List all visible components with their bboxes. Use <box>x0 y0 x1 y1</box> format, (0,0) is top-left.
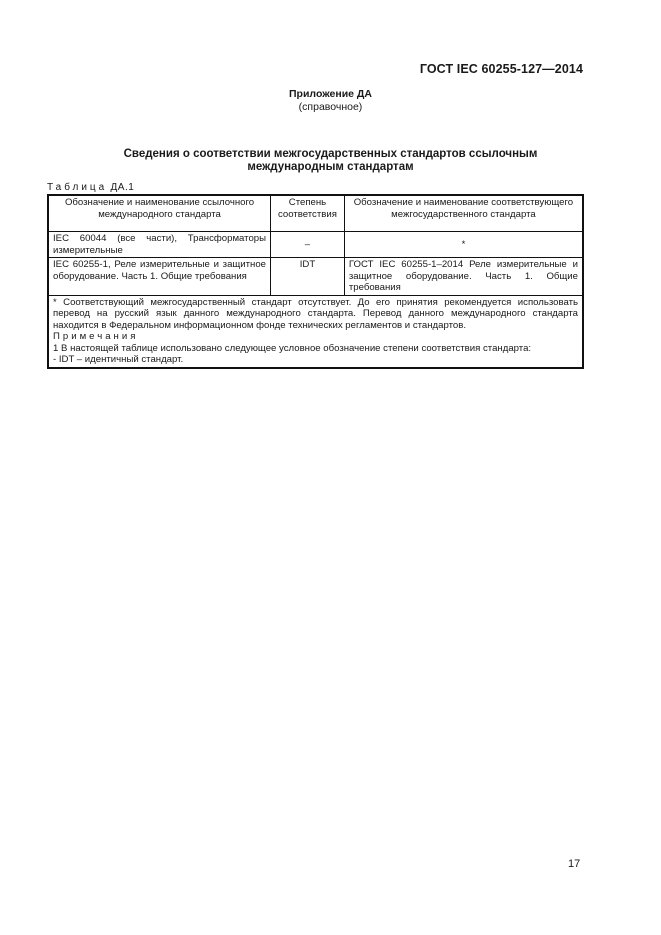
table-header-row <box>48 195 583 232</box>
table-footnote: * Соответствующий межгосударственный стандарт отсутствует. До его принятия рекомендуется использовать перевод на русский язык данного международного стандарта. Перевод данного международного стандарта находится в Федеральном информационном фонде технических регламентов и стандартов. <box>53 296 578 331</box>
cell-interstate-standard: * <box>344 232 583 258</box>
header-degree-of-correspondence: Степень соответствия <box>271 195 345 232</box>
document-designation: ГОСТ IEC 60255-127—2014 <box>419 62 583 76</box>
cell-degree: IDT <box>271 258 345 296</box>
note-1: 1 В настоящей таблице использовано следующее условное обозначение степени соответствия стандарта: <box>53 342 532 354</box>
notes-heading: Примечания <box>53 331 139 342</box>
table-footer <box>48 295 583 368</box>
section-title-line-1: Сведения о соответствии межгосударственных стандартов ссылочным <box>123 148 538 160</box>
page-number: 17 <box>568 858 581 870</box>
header-interstate-standard: Обозначение и наименование соответствующего межгосударственного стандарта <box>344 195 583 232</box>
cell-degree: – <box>271 232 345 258</box>
appendix-title: Приложение ДА <box>289 88 372 100</box>
table-caption <box>47 182 134 193</box>
standards-correspondence-table <box>47 194 584 369</box>
table-caption-label: Таблица <box>47 182 108 193</box>
table-row <box>48 232 583 258</box>
appendix-subtitle: (справочное) <box>298 101 363 113</box>
cell-international-standard: IEC 60255-1, Реле измерительные и защитное оборудование. Часть 1. Общие требования <box>48 258 271 296</box>
section-title-line-2: международным стандартам <box>247 161 414 173</box>
appendix-heading <box>0 88 661 114</box>
note-2: - IDT – идентичный стандарт. <box>53 354 184 365</box>
header-international-standard: Обозначение и наименование ссылочного международного стандарта <box>48 195 271 232</box>
section-title <box>0 148 661 174</box>
table-footer-row <box>48 295 583 368</box>
table-caption-number: ДА.1 <box>110 182 135 193</box>
table-row <box>48 258 583 296</box>
cell-international-standard: IEC 60044 (все части), Трансформаторы измерительные <box>48 232 271 258</box>
cell-interstate-standard: ГОСТ IEC 60255-1–2014 Реле измерительные и защитное оборудование. Часть 1. Общие требования <box>344 258 583 296</box>
